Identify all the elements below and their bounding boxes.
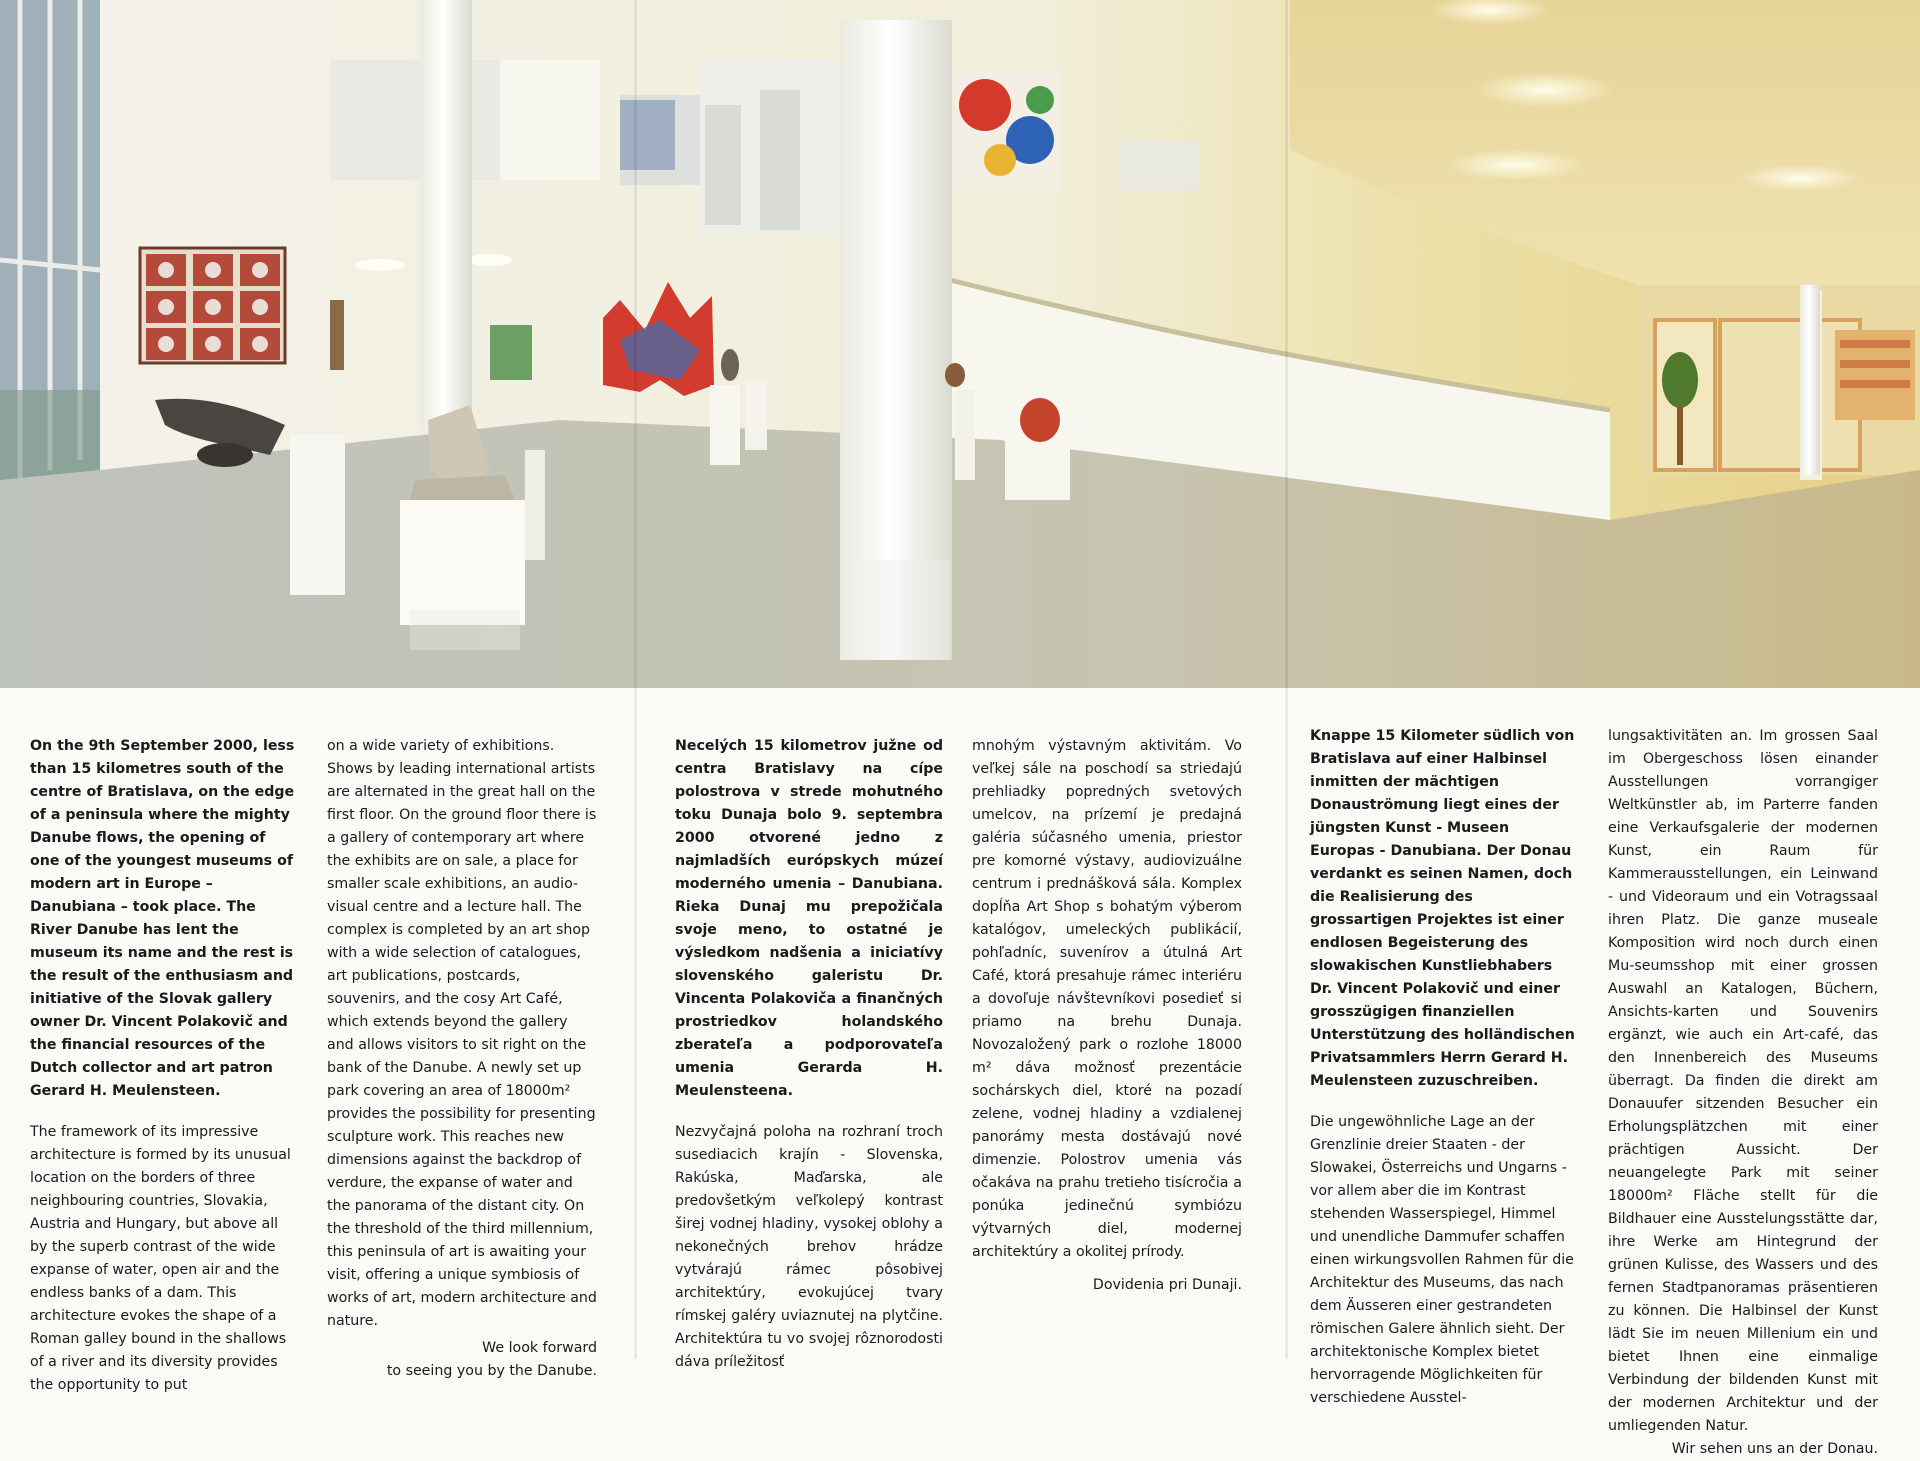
slovak-body-paragraph-cont: mnohým výstavným aktivitám. Vo veľkej sále na poschodí sa striedajú prehliadky popredných svetových umelcov, na prízemí je predajná galéria súčasného umenia, priestor pre komorné výstavy, audiovizuálne centrum i prednášková sála. Komplex dopĺňa Art Shop s bohatým výberom katalógov, umeleckých publikácií, pohľadníc, suvenírov a útulná Art Café, ktorá presahuje rámec interiéru a dovoľuje návštevníkovi posedieť si priamo na brehu Dunaja. Novozaložený park o rozlohe 18000 m² dáva možnosť prezentácie sochárskych diel, ktoré na pozadí zelene, vodnej hladiny a vzdialenej panorámy mesta dostávajú nové dimenzie. Polostrov umenia vás očakáva na prahu tretieho tisícročia a ponúka jedinečnú symbiózu výtvarných diel, modernej architektúry a okolitej prírody. bbox=[972, 738, 1242, 1260]
fold-line-right bbox=[1285, 0, 1288, 1359]
english-lead-paragraph: On the 9th September 2000, less than 15 kilometres south of the centre of Bratislava, on the edge of a peninsula where the mighty Danube flows, the opening of one of the youngest museums of modern art in Europe – Danubiana – took place. The River Danube has lent the museum its name and the rest is the result of the enthusiasm and initiative of the Slovak gallery owner Dr. Vincent Polakovič and the financial resources of the Dutch collector and art patron Gerard H. Meulensteen. bbox=[30, 738, 295, 1099]
german-closing-line: Wir sehen uns an der Donau. bbox=[1671, 1441, 1878, 1457]
slovak-closing-line: Dovidenia pri Dunaji. bbox=[1092, 1277, 1242, 1293]
german-body-paragraph-cont: lungsaktivitäten an. Im grossen Saal im Obergeschoss lösen einander Ausstellungen vorrangiger Weltkünstler ab, im Parterre fanden eine Verkaufsgalerie der modernen Kunst, ein Raum für Kammerausstellungen, ein Leinwand - und Videoraum und ein Votragssaal ihren Platz. Die ganze museale Komposition wird noch durch einen Mu-seumsshop mit einer grossen Auswahl an Katalogen, Büchern, Ansichts-karten und Souvenirs ergänzt, wie auch ein Art-café, das den Innenbereich des Museums überragt. Da finden die direkt am Donauufer sitzenden Besucher ein Erholungsplätzchen mit einer prächtigen Aussicht. Der neuangelegte Park mit seiner 18000m² Fläche stellt für die Bildhauer eine Ausstelungsstätte dar, ihre Werke am Hintegrund der grünen Kulisse, des Wassers und des fernen Stadtpanoramas präsentieren zu können. Die Halbinsel der Kunst lädt Sie im neuen Millenium ein und bietet Ihnen eine einmalige Verbindung der bildenden Kunst mit der modernen Architektur und der umliegenden Natur. bbox=[1608, 728, 1878, 1434]
german-body-paragraph: Die ungewöhnliche Lage an der Grenzlinie dreier Staaten - der Slowakei, Österreichs und Ungarns - vor allem aber die im Kontrast stehenden Wasserspiegel, Himmel und unendliche Dammufer schaffen einen wirkungsvollen Rahmen für die Architektur des Museums, das nach dem Äusseren einer gestrandeten römischen Galere ähnlich sieht. Der architektonische Komplex bietet hervorragende Möglichkeiten für verschiedene Ausstel- bbox=[1310, 1114, 1574, 1406]
text-area bbox=[0, 688, 1920, 1457]
german-column-1 bbox=[1310, 725, 1578, 1410]
english-closing-line-1: We look forward bbox=[482, 1340, 597, 1356]
german-column-2 bbox=[1608, 725, 1878, 1461]
english-column-1 bbox=[30, 735, 298, 1397]
slovak-lead-paragraph: Necelých 15 kilometrov južne od centra Bratislavy na cípe polostrova v strede mohutného toku Dunaja bolo 9. septembra 2000 otvorené jedno z najmladších európskych múzeí moderného umenia – Danubiana. Rieka Dunaj mu prepožičala svoje meno, to ostatné je výsledkom nadšenia a iniciatívy slovenského galeristu Dr. Vincenta Polakoviča a finančných prostriedkov holandského zberateľa a podporovateľa umenia Gerarda H. Meulensteena. bbox=[675, 738, 943, 1099]
english-column-2 bbox=[327, 735, 597, 1383]
english-body-paragraph-cont: on a wide variety of exhibitions. Shows by leading international artists are alternated in the great hall on the first floor. On the ground floor there is a gallery of contemporary art where the exhibits are on sale, a place for smaller scale exhibitions, an audio-visual centre and a lecture hall. The complex is completed by an art shop with a wide selection of catalogues, art publications, postcards, souvenirs, and the cosy Art Café, which extends beyond the gallery and allows visitors to sit right on the bank of the Danube. A newly set up park covering an area of 18000m² provides the possibility for presenting sculpture work. This reaches new dimensions against the backdrop of verdure, the expanse of water and the panorama of the distant city. On the threshold of the third millennium, this peninsula of art is awaiting your visit, offering a unique symbiosis of works of art, modern architecture and nature. bbox=[327, 738, 597, 1329]
fold-line-left bbox=[634, 0, 637, 1359]
german-lead-paragraph: Knappe 15 Kilometer südlich von Bratislava auf einer Halbinsel inmitten der mächtigen Donauströmung liegt eines der jüngsten Kunst - Museen Europas - Danubiana. Der Donau verdankt es seinen Namen, doch die Realisierung des grossartigen Projektes ist einer endlosen Begeisterung des slowakischen Kunstliebhabers Dr. Vincent Polakovič und einer grosszügigen finanziellen Unterstützung des holländischen Privatsammlers Herrn Gerard H. Meulensteen zuzuschreiben. bbox=[1310, 728, 1575, 1089]
english-closing-line-2: to seeing you by the Danube. bbox=[386, 1363, 597, 1379]
slovak-column-1 bbox=[675, 735, 943, 1374]
slovak-column-2 bbox=[972, 735, 1242, 1297]
english-body-paragraph: The framework of its impressive architecture is formed by its unusual location on the borders of three neighbouring countries, Slovakia, Austria and Hungary, but above all by the superb contrast of the wide expanse of water, open air and the endless banks of a dam. This architecture evokes the shape of a Roman galley bound in the shallows of a river and its diversity provides the opportunity to put bbox=[30, 1124, 291, 1393]
slovak-body-paragraph: Nezvyčajná poloha na rozhraní troch susediacich krajín - Slovenska, Rakúska, Maďarska, ale predovšetkým veľkolepý kontrast širej vodnej hladiny, vysokej oblohy a nekonečných brehov hrádze vytvárajú rámec pôsobivej architektúry, evokujúcej tvary rímskej galéry uviaznutej na plytčine. Architektúra tu vo svojej rôznorodosti dáva príležitosť bbox=[675, 1124, 943, 1370]
gallery-interior-photo bbox=[0, 0, 1920, 688]
